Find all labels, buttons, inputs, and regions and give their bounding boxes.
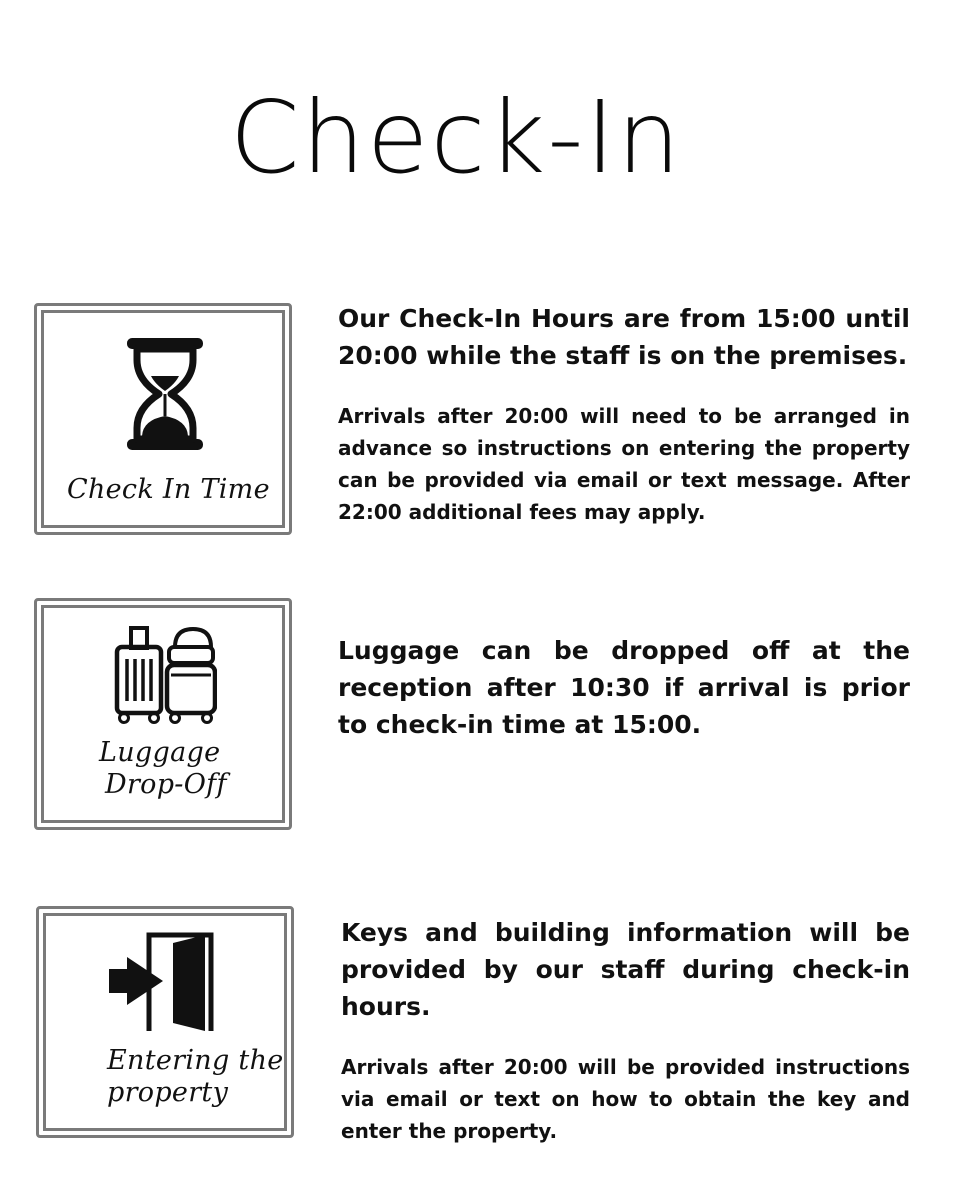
luggage-main: Luggage can be dropped off at the reception after 10:30 if arrival is prior to check-in time at 15:00.	[338, 636, 910, 739]
luggage-text	[338, 632, 910, 743]
check-in-hours-main: Our Check-In Hours are from 15:00 until 20:00 while the staff is on the premises.	[338, 304, 910, 370]
check-in-time-label: Check In Time	[67, 474, 270, 505]
luggage-dropoff-label: Luggage Drop-Off	[99, 737, 227, 801]
check-in-hours-text	[338, 300, 910, 528]
page-title: Check-In	[229, 79, 683, 196]
door-entry-icon	[105, 931, 215, 1033]
check-in-time-card	[34, 303, 292, 535]
entering-property-note: Arrivals after 20:00 will be provided instructions via email or text on how to obtain the key and enter the property.	[341, 1055, 910, 1143]
entering-property-main: Keys and building information will be provided by our staff during check-in hours.	[341, 918, 910, 1021]
luggage-icon	[113, 625, 217, 725]
luggage-dropoff-card	[34, 598, 292, 830]
hourglass-icon	[125, 336, 205, 452]
check-in-hours-note: Arrivals after 20:00 will need to be arranged in advance so instructions on entering the property can be provided via email or text message. After 22:00 additional fees may apply.	[338, 404, 910, 524]
entering-property-label: Entering the property	[107, 1045, 284, 1109]
entering-property-text	[341, 914, 910, 1147]
entering-property-card	[36, 906, 294, 1138]
